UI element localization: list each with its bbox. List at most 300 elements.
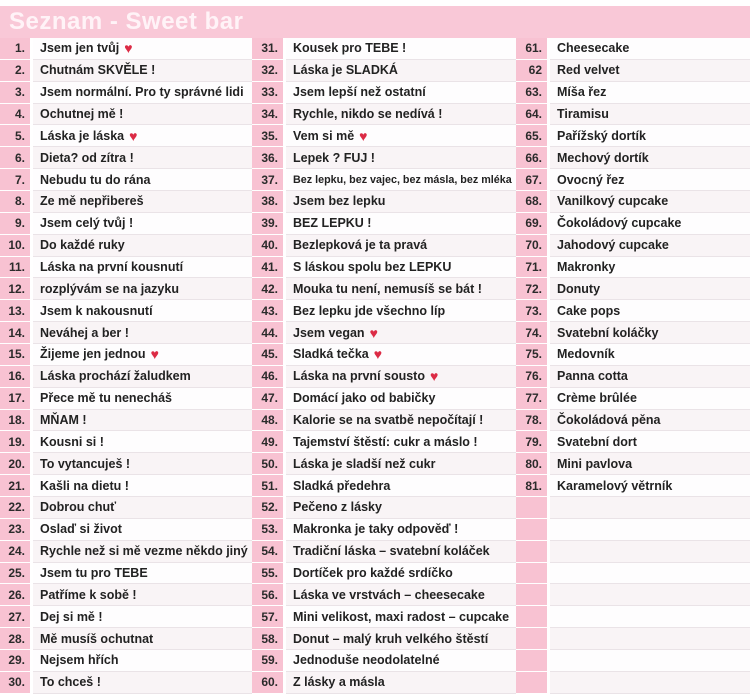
item-label: Z lásky a másla bbox=[293, 675, 385, 690]
item-text bbox=[550, 563, 750, 585]
item-text bbox=[550, 125, 750, 147]
item-text bbox=[33, 628, 252, 650]
list-item bbox=[516, 431, 750, 453]
list-item bbox=[516, 82, 750, 104]
list-item bbox=[0, 344, 252, 366]
item-text bbox=[33, 322, 252, 344]
item-text bbox=[286, 431, 516, 453]
item-number: 1. bbox=[0, 38, 30, 60]
item-number: 28. bbox=[0, 628, 30, 650]
item-text bbox=[550, 257, 750, 279]
item-number: 77. bbox=[516, 388, 547, 410]
item-label: Míša řez bbox=[557, 85, 607, 100]
item-number: 81. bbox=[516, 475, 547, 497]
item-number: 49. bbox=[252, 431, 283, 453]
item-text bbox=[550, 213, 750, 235]
item-text bbox=[33, 169, 252, 191]
list-item bbox=[0, 147, 252, 169]
item-label: Sladká předehra bbox=[293, 478, 391, 493]
list-item bbox=[0, 650, 252, 672]
list-item bbox=[516, 344, 750, 366]
list-item bbox=[516, 388, 750, 410]
item-label: Pečeno z lásky bbox=[293, 500, 382, 515]
column-3 bbox=[516, 38, 750, 694]
item-number: 73. bbox=[516, 300, 547, 322]
item-text bbox=[550, 519, 750, 541]
heart-icon: ♥ bbox=[429, 368, 439, 385]
item-text bbox=[33, 410, 252, 432]
list-item bbox=[0, 453, 252, 475]
item-text bbox=[550, 388, 750, 410]
item-label: Jednoduše neodolatelné bbox=[293, 653, 440, 668]
item-text bbox=[33, 82, 252, 104]
item-label: Rychle, nikdo se nedívá ! bbox=[293, 107, 443, 121]
item-number: 80. bbox=[516, 453, 547, 475]
item-number: 8. bbox=[0, 191, 30, 213]
empty-row bbox=[516, 584, 750, 606]
item-label: Jsem vegan bbox=[293, 325, 365, 340]
item-number: 24. bbox=[0, 541, 30, 563]
item-number: 70. bbox=[516, 235, 547, 257]
item-text bbox=[550, 453, 750, 475]
item-label: Donuty bbox=[557, 281, 601, 296]
item-text bbox=[33, 672, 252, 694]
item-text bbox=[286, 541, 516, 563]
item-text bbox=[286, 235, 516, 257]
item-number: 40. bbox=[252, 235, 283, 257]
list-item bbox=[0, 628, 252, 650]
item-text bbox=[33, 344, 252, 366]
list-item bbox=[252, 563, 516, 585]
item-text bbox=[550, 366, 750, 388]
item-label: Red velvet bbox=[557, 63, 620, 78]
item-text bbox=[286, 497, 516, 519]
list-item bbox=[516, 213, 750, 235]
item-number: 53. bbox=[252, 519, 283, 541]
list-item bbox=[516, 300, 750, 322]
list-item bbox=[0, 257, 252, 279]
item-number: 2. bbox=[0, 60, 30, 82]
item-number: 7. bbox=[0, 169, 30, 191]
item-text bbox=[33, 147, 252, 169]
item-label: Ovocný řez bbox=[557, 172, 625, 187]
item-text bbox=[286, 278, 516, 300]
list-item bbox=[0, 104, 252, 126]
item-number: 36. bbox=[252, 147, 283, 169]
column-2 bbox=[252, 38, 516, 694]
list-item bbox=[0, 497, 252, 519]
item-label: Jsem celý tvůj ! bbox=[40, 216, 134, 231]
item-label: Dobrou chuť bbox=[40, 500, 117, 515]
list-item bbox=[252, 300, 516, 322]
list-item bbox=[0, 584, 252, 606]
item-text bbox=[286, 322, 516, 344]
item-number: 78. bbox=[516, 410, 547, 432]
item-text bbox=[550, 497, 750, 519]
list-item bbox=[252, 497, 516, 519]
item-label: Jsem tu pro TEBE bbox=[40, 566, 148, 581]
item-number: 56. bbox=[252, 584, 283, 606]
item-number: 61. bbox=[516, 38, 547, 60]
item-label: Čokoládový cupcake bbox=[557, 216, 682, 231]
item-text bbox=[286, 213, 516, 235]
item-number: 10. bbox=[0, 235, 30, 257]
item-number bbox=[516, 497, 547, 519]
item-text bbox=[286, 169, 516, 191]
item-text bbox=[550, 104, 750, 126]
item-number: 47. bbox=[252, 388, 283, 410]
list-item bbox=[0, 125, 252, 147]
item-number: 63. bbox=[516, 82, 547, 104]
item-text bbox=[33, 125, 252, 147]
list-item bbox=[516, 60, 750, 82]
item-text bbox=[550, 475, 750, 497]
list-item bbox=[516, 257, 750, 279]
item-text bbox=[33, 388, 252, 410]
heart-icon: ♥ bbox=[359, 127, 368, 144]
item-label: Jsem k nakousnutí bbox=[40, 303, 153, 318]
item-label: Jsem bez lepku bbox=[293, 194, 386, 209]
item-label: Ze mě nepřibereš bbox=[40, 194, 144, 209]
list-item bbox=[252, 672, 516, 694]
list-item bbox=[516, 235, 750, 257]
list-item bbox=[252, 453, 516, 475]
item-text bbox=[550, 278, 750, 300]
item-label: Cake pops bbox=[557, 303, 621, 318]
item-label: Kousni si ! bbox=[40, 434, 104, 449]
item-text bbox=[286, 125, 516, 147]
item-label: rozplývám se na jazyku bbox=[40, 281, 179, 296]
item-number: 42. bbox=[252, 278, 283, 300]
item-number: 16. bbox=[0, 366, 30, 388]
item-number: 66. bbox=[516, 147, 547, 169]
list-item bbox=[252, 104, 516, 126]
item-text bbox=[286, 672, 516, 694]
list-item bbox=[252, 191, 516, 213]
list-item bbox=[252, 584, 516, 606]
item-text bbox=[33, 475, 252, 497]
item-label: To chceš ! bbox=[40, 675, 101, 690]
item-number: 23. bbox=[0, 519, 30, 541]
list-item bbox=[252, 257, 516, 279]
list-item bbox=[0, 300, 252, 322]
empty-row bbox=[516, 650, 750, 672]
item-text bbox=[286, 82, 516, 104]
item-number bbox=[516, 541, 547, 563]
item-number: 4. bbox=[0, 104, 30, 126]
item-text bbox=[33, 453, 252, 475]
list-item bbox=[252, 82, 516, 104]
list-item bbox=[516, 147, 750, 169]
item-number: 5. bbox=[0, 125, 30, 147]
item-number: 32. bbox=[252, 60, 283, 82]
item-label: Láska prochází žaludkem bbox=[40, 369, 191, 384]
list-item bbox=[0, 519, 252, 541]
item-label: Medovník bbox=[557, 347, 615, 362]
item-label: Chutnám SKVĚLE ! bbox=[40, 63, 156, 78]
item-label: Dortíček pro každé srdíčko bbox=[293, 566, 453, 581]
item-label: Karamelový větrník bbox=[557, 478, 673, 493]
empty-row bbox=[516, 628, 750, 650]
item-text bbox=[286, 453, 516, 475]
item-text bbox=[286, 104, 516, 126]
item-text bbox=[286, 563, 516, 585]
item-text bbox=[286, 410, 516, 432]
list-item bbox=[516, 475, 750, 497]
item-text bbox=[33, 563, 252, 585]
list-item bbox=[252, 322, 516, 344]
item-text bbox=[550, 584, 750, 606]
item-number: 79. bbox=[516, 431, 547, 453]
item-number: 46. bbox=[252, 366, 283, 388]
item-number bbox=[516, 606, 547, 628]
page-title: Seznam - Sweet bar bbox=[9, 8, 244, 35]
item-label: Čokoládová pěna bbox=[557, 413, 661, 428]
item-label: Láska ve vrstvách – cheesecake bbox=[293, 587, 485, 602]
heart-icon: ♥ bbox=[124, 40, 133, 57]
list-item bbox=[0, 38, 252, 60]
list-item bbox=[252, 60, 516, 82]
item-label: Jahodový cupcake bbox=[557, 238, 669, 253]
heart-icon: ♥ bbox=[150, 346, 159, 363]
item-label: Jsem normální. Pro ty správné lidi bbox=[40, 85, 244, 100]
item-number: 51. bbox=[252, 475, 283, 497]
item-label: Kašli na dietu ! bbox=[40, 478, 129, 493]
item-label: Patříme k sobě ! bbox=[40, 587, 137, 602]
list-item bbox=[0, 213, 252, 235]
list-item bbox=[252, 235, 516, 257]
item-label: Láska na první sousto bbox=[293, 369, 425, 384]
item-number: 45. bbox=[252, 344, 283, 366]
item-number: 20. bbox=[0, 453, 30, 475]
item-number: 54. bbox=[252, 541, 283, 563]
item-number: 18. bbox=[0, 410, 30, 432]
list-item bbox=[0, 431, 252, 453]
item-label: Bez lepku, bez vajec, bez másla, bez mléka bbox=[293, 173, 512, 186]
item-label: Dieta? od zítra ! bbox=[40, 150, 134, 165]
item-label: Mouka tu není, nemusíš se bát ! bbox=[293, 281, 482, 296]
list-item bbox=[0, 475, 252, 497]
item-text bbox=[550, 191, 750, 213]
item-label: Mechový dortík bbox=[557, 150, 649, 165]
list-item bbox=[0, 388, 252, 410]
item-label: Bezlepková je ta pravá bbox=[293, 238, 428, 253]
item-number: 72. bbox=[516, 278, 547, 300]
item-label: Vanilkový cupcake bbox=[557, 194, 669, 209]
item-text bbox=[550, 650, 750, 672]
item-text bbox=[286, 147, 516, 169]
item-label: Panna cotta bbox=[557, 369, 628, 384]
item-label: Žijeme jen jednou bbox=[40, 347, 146, 362]
item-label: Nebudu tu do rána bbox=[40, 172, 151, 187]
item-text bbox=[33, 431, 252, 453]
item-text bbox=[550, 38, 750, 60]
item-text bbox=[286, 606, 516, 628]
item-number: 37. bbox=[252, 169, 283, 191]
item-text bbox=[550, 300, 750, 322]
list-item bbox=[252, 388, 516, 410]
item-label: Láska je SLADKÁ bbox=[293, 63, 398, 78]
item-number: 22. bbox=[0, 497, 30, 519]
item-text bbox=[286, 344, 516, 366]
item-text bbox=[33, 235, 252, 257]
item-label: Tajemství štěstí: cukr a máslo ! bbox=[293, 434, 478, 449]
item-text bbox=[33, 60, 252, 82]
item-text bbox=[33, 38, 252, 60]
item-number: 12. bbox=[0, 278, 30, 300]
list-item bbox=[252, 650, 516, 672]
item-number: 74. bbox=[516, 322, 547, 344]
item-number: 55. bbox=[252, 563, 283, 585]
list-item bbox=[0, 278, 252, 300]
item-number: 58. bbox=[252, 628, 283, 650]
item-number: 50. bbox=[252, 453, 283, 475]
item-label: Ochutnej mě ! bbox=[40, 107, 124, 121]
item-label: Cheesecake bbox=[557, 41, 630, 56]
header-bar bbox=[0, 6, 750, 38]
empty-row bbox=[516, 497, 750, 519]
empty-row bbox=[516, 519, 750, 541]
item-text bbox=[550, 82, 750, 104]
item-number: 13. bbox=[0, 300, 30, 322]
item-number: 30. bbox=[0, 672, 30, 694]
list-item bbox=[252, 475, 516, 497]
item-text bbox=[33, 541, 252, 563]
item-label: Bez lepku jde všechno líp bbox=[293, 303, 446, 318]
item-text bbox=[550, 606, 750, 628]
item-number: 15. bbox=[0, 344, 30, 366]
item-text bbox=[286, 191, 516, 213]
item-text bbox=[33, 213, 252, 235]
list-item bbox=[252, 519, 516, 541]
item-text bbox=[286, 628, 516, 650]
item-number: 21. bbox=[0, 475, 30, 497]
item-label: Do každé ruky bbox=[40, 238, 125, 253]
list-item bbox=[252, 410, 516, 432]
list-item bbox=[252, 344, 516, 366]
item-label: Neváhej a ber ! bbox=[40, 325, 129, 340]
item-label: Rychle než si mě vezme někdo jiný bbox=[40, 544, 248, 559]
list-grid bbox=[0, 38, 750, 694]
list-item bbox=[252, 169, 516, 191]
list-item bbox=[0, 235, 252, 257]
list-item bbox=[252, 606, 516, 628]
item-text bbox=[286, 584, 516, 606]
list-item bbox=[252, 278, 516, 300]
item-number: 26. bbox=[0, 584, 30, 606]
item-text bbox=[550, 147, 750, 169]
list-item bbox=[0, 541, 252, 563]
list-item bbox=[0, 82, 252, 104]
list-item bbox=[516, 104, 750, 126]
list-item bbox=[0, 606, 252, 628]
item-text bbox=[550, 169, 750, 191]
item-number: 67. bbox=[516, 169, 547, 191]
list-item bbox=[252, 38, 516, 60]
item-number: 17. bbox=[0, 388, 30, 410]
list-item bbox=[516, 191, 750, 213]
item-text bbox=[286, 38, 516, 60]
item-number: 27. bbox=[0, 606, 30, 628]
item-label: Tradiční láska – svatební koláček bbox=[293, 544, 490, 559]
item-number bbox=[516, 519, 547, 541]
list-item bbox=[0, 672, 252, 694]
item-label: Sladká tečka bbox=[293, 347, 369, 362]
list-item bbox=[0, 322, 252, 344]
item-text bbox=[550, 431, 750, 453]
item-label: Donut – malý kruh velkého štěstí bbox=[293, 631, 489, 646]
item-text bbox=[550, 628, 750, 650]
item-label: Domácí jako od babičky bbox=[293, 391, 436, 406]
list-item bbox=[0, 563, 252, 585]
item-label: Svatební koláčky bbox=[557, 325, 659, 340]
item-text bbox=[550, 235, 750, 257]
empty-row bbox=[516, 563, 750, 585]
empty-row bbox=[516, 672, 750, 694]
item-label: Mě musíš ochutnat bbox=[40, 631, 154, 646]
column-1 bbox=[0, 38, 252, 694]
list-item bbox=[252, 541, 516, 563]
item-number: 52. bbox=[252, 497, 283, 519]
empty-row bbox=[516, 606, 750, 628]
item-number: 14. bbox=[0, 322, 30, 344]
item-number: 71. bbox=[516, 257, 547, 279]
item-text bbox=[33, 519, 252, 541]
item-text bbox=[33, 366, 252, 388]
item-label: BEZ LEPKU ! bbox=[293, 216, 372, 231]
item-label: Láska je sladší než cukr bbox=[293, 456, 436, 471]
item-text bbox=[33, 584, 252, 606]
item-number: 3. bbox=[0, 82, 30, 104]
item-text bbox=[286, 300, 516, 322]
item-number: 57. bbox=[252, 606, 283, 628]
list-item bbox=[516, 38, 750, 60]
item-number: 75. bbox=[516, 344, 547, 366]
item-number: 25. bbox=[0, 563, 30, 585]
item-label: Crème brûlée bbox=[557, 391, 637, 406]
item-text bbox=[550, 541, 750, 563]
item-number: 62 bbox=[516, 60, 547, 82]
item-label: Svatební dort bbox=[557, 434, 637, 449]
item-text bbox=[550, 672, 750, 694]
item-number: 43. bbox=[252, 300, 283, 322]
item-label: Makronka je taky odpověď ! bbox=[293, 522, 459, 537]
item-label: Láska na první kousnutí bbox=[40, 260, 184, 275]
item-label: Pařížský dortík bbox=[557, 128, 646, 143]
item-text bbox=[33, 191, 252, 213]
item-number: 6. bbox=[0, 147, 30, 169]
item-label: Jsem jen tvůj bbox=[40, 41, 120, 56]
item-text bbox=[286, 519, 516, 541]
item-number: 34. bbox=[252, 104, 283, 126]
item-number: 44. bbox=[252, 322, 283, 344]
item-label: Oslaď si život bbox=[40, 522, 122, 537]
item-number: 9. bbox=[0, 213, 30, 235]
list-item bbox=[0, 410, 252, 432]
item-label: Tiramisu bbox=[557, 107, 609, 121]
item-text bbox=[550, 344, 750, 366]
item-text bbox=[33, 278, 252, 300]
list-item bbox=[0, 366, 252, 388]
heart-icon: ♥ bbox=[373, 346, 383, 363]
item-text bbox=[33, 104, 252, 126]
item-number: 35. bbox=[252, 125, 283, 147]
list-item bbox=[252, 366, 516, 388]
item-number: 76. bbox=[516, 366, 547, 388]
item-number bbox=[516, 584, 547, 606]
item-label: Jsem lepší než ostatní bbox=[293, 85, 426, 100]
item-number: 19. bbox=[0, 431, 30, 453]
